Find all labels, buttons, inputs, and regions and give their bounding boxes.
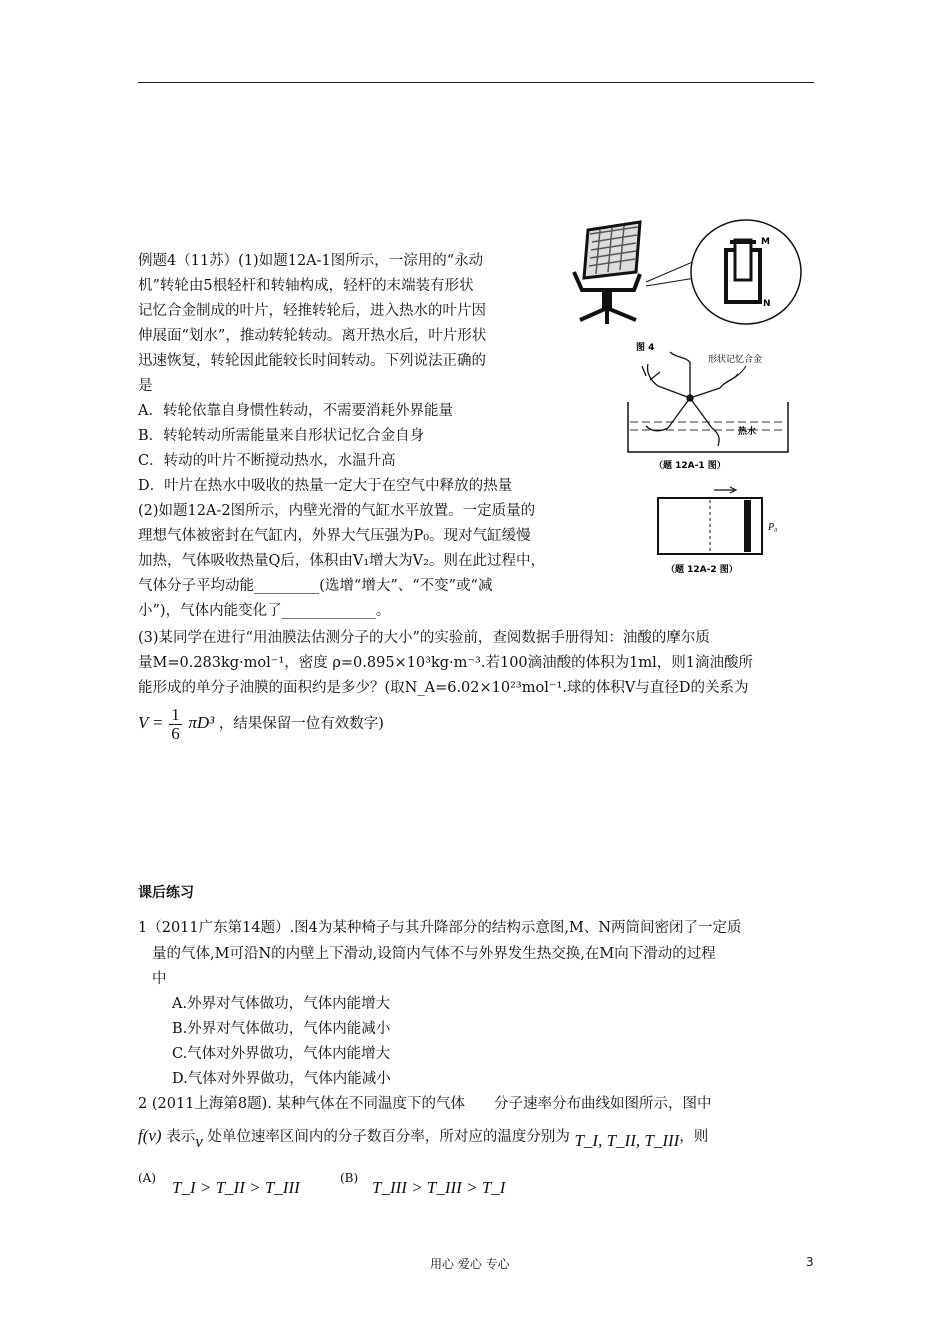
label-m: M (761, 237, 770, 247)
fig4-label: 图 4 (636, 343, 655, 353)
q2-option-a-expr: T_I > T_II > T_III (172, 1178, 300, 1197)
formula-v: V (138, 713, 149, 732)
formula-denominator: 6 (171, 723, 180, 743)
option-d: D．叶片在热水中吸收的热量一定大于在空气中释放的热量 (138, 478, 513, 494)
option-c: C．转动的叶片不断搅动热水，水温升高 (138, 453, 396, 469)
chair-icon (574, 222, 640, 324)
example-line-6: 是 (138, 378, 153, 394)
option-a: A．转轮依靠自身惯性转动，不需要消耗外界能量 (138, 403, 453, 419)
q2-text-2: 处单位速率区间内的分子数百分率，所对应的温度分别为 (207, 1129, 570, 1145)
q1-option-a: A.外界对气体做功，气体内能增大 (172, 996, 391, 1012)
formula-equals: = (153, 713, 163, 732)
example-line-1: 例题4（11苏）(1)如题12A-1图所示，一淙用的“永动 (138, 253, 484, 269)
q2-option-b-expr: T_III > T_III > T_I (372, 1178, 506, 1197)
piston-icon (744, 500, 751, 552)
q2-temps: T_I, T_II, T_III (574, 1131, 680, 1150)
q2-text-3: ，则 (679, 1129, 709, 1145)
formula-numerator: 1 (171, 704, 180, 724)
q1-option-d: D.气体对外界做功，气体内能减小 (172, 1071, 391, 1087)
q2-line-2 (138, 1122, 708, 1151)
q1-option-b: B.外界对气体做功，气体内能减小 (172, 1021, 391, 1037)
example-line-3: 记忆合金制成的叶片，轻推转轮后，进入热水的叶片因 (138, 303, 486, 319)
part2-line-1: (2)如题12A-2图所示，内壁光滑的气缸水平放置。一定质量的 (138, 503, 536, 519)
formula-fraction (169, 706, 182, 743)
caption-12a2: （题 12A-2 图） (666, 565, 738, 575)
part2-line-2: 理想气体被密封在气缸内，外界大气压强为P₀。现对气缸缓慢 (138, 528, 531, 544)
example-line-5: 迅速恢复，转轮因此能较长时间转动。下列说法正确的 (138, 353, 486, 369)
q2-v: v (195, 1132, 203, 1151)
header-rule (138, 82, 814, 83)
rotor-icon (642, 352, 738, 446)
q2-fv: f(v) (138, 1126, 162, 1145)
shape-memory-label: 形状记忆合金 (708, 355, 763, 365)
figure-12a2 (650, 484, 790, 576)
part3-line-1: (3)某同学在进行“用油膜法估测分子的大小”的实验前，查阅数据手册得知：油酸的摩尔质 (138, 630, 710, 646)
label-n: N (763, 299, 771, 309)
sphere-volume-formula (138, 704, 384, 743)
figure-12a1 (620, 336, 795, 474)
part2-line-4: 气体分子平均动能_________(选增“增大”、“不变”或“减 (138, 578, 493, 594)
practice-heading: 课后练习 (138, 885, 194, 901)
part3-line-3: 能形成的单分子油膜的面积约是多少？(取N_A=6.02×10²³mol⁻¹.球的体积V与直径D的关系为 (138, 680, 749, 696)
q2-text-1: 表示 (166, 1129, 196, 1145)
q1-line-2: 量的气体,M可沿N的内壁上下滑动,设筒内气体不与外界发生热交换,在M向下滑动的过程 (152, 946, 716, 962)
example-line-4: 伸展面“划水”，推动转轮转动。离开热水后，叶片形状 (138, 328, 487, 344)
q1-line-1: 1（2011广东第14题）.图4为某种椅子与其升降部分的结构示意图,M、N两筒间密闭了一定质 (138, 920, 742, 936)
p0-label: P₀ (768, 522, 778, 533)
chair-figure (560, 212, 805, 332)
hot-water-label: 热水 (738, 427, 757, 437)
q2-option-b-label: (B) (340, 1171, 359, 1185)
q1-option-c: C.气体对外界做功，气体内能增大 (172, 1046, 391, 1062)
q2-option-a-label: (A) (138, 1171, 157, 1185)
part2-line-5: 小”)，气体内能变化了_____________。 (138, 603, 391, 619)
example-line-2: 机”转轮由5根轻杆和转轴构成，轻杆的末端装有形状 (138, 278, 474, 294)
part2-line-3: 加热，气体吸收热量Q后，体积由V₁增大为V₂。则在此过程中， (138, 553, 545, 569)
caption-12a1: （题 12A-1 图） (654, 461, 726, 471)
q1-line-3: 中 (152, 971, 167, 987)
formula-pi-d3: πD³ (188, 713, 215, 732)
formula-tail: ，结果保留一位有效数字) (218, 716, 384, 732)
part3-line-2: 量M=0.283kg·mol⁻¹，密度 ρ=0.895×10³kg·m⁻³.若100滴油酸的体积为1ml，则1滴油酸所 (138, 655, 753, 671)
footer-text: 用心 爱心 专心 (430, 1257, 510, 1271)
option-b: B．转轮转动所需能量来自形状记忆合金自身 (138, 428, 425, 444)
q2-line-1: 2 (2011上海第8题). 某种气体在不同温度下的气体 分子速率分布曲线如图所示，图中 (138, 1096, 712, 1112)
page-number: 3 (806, 1255, 814, 1269)
